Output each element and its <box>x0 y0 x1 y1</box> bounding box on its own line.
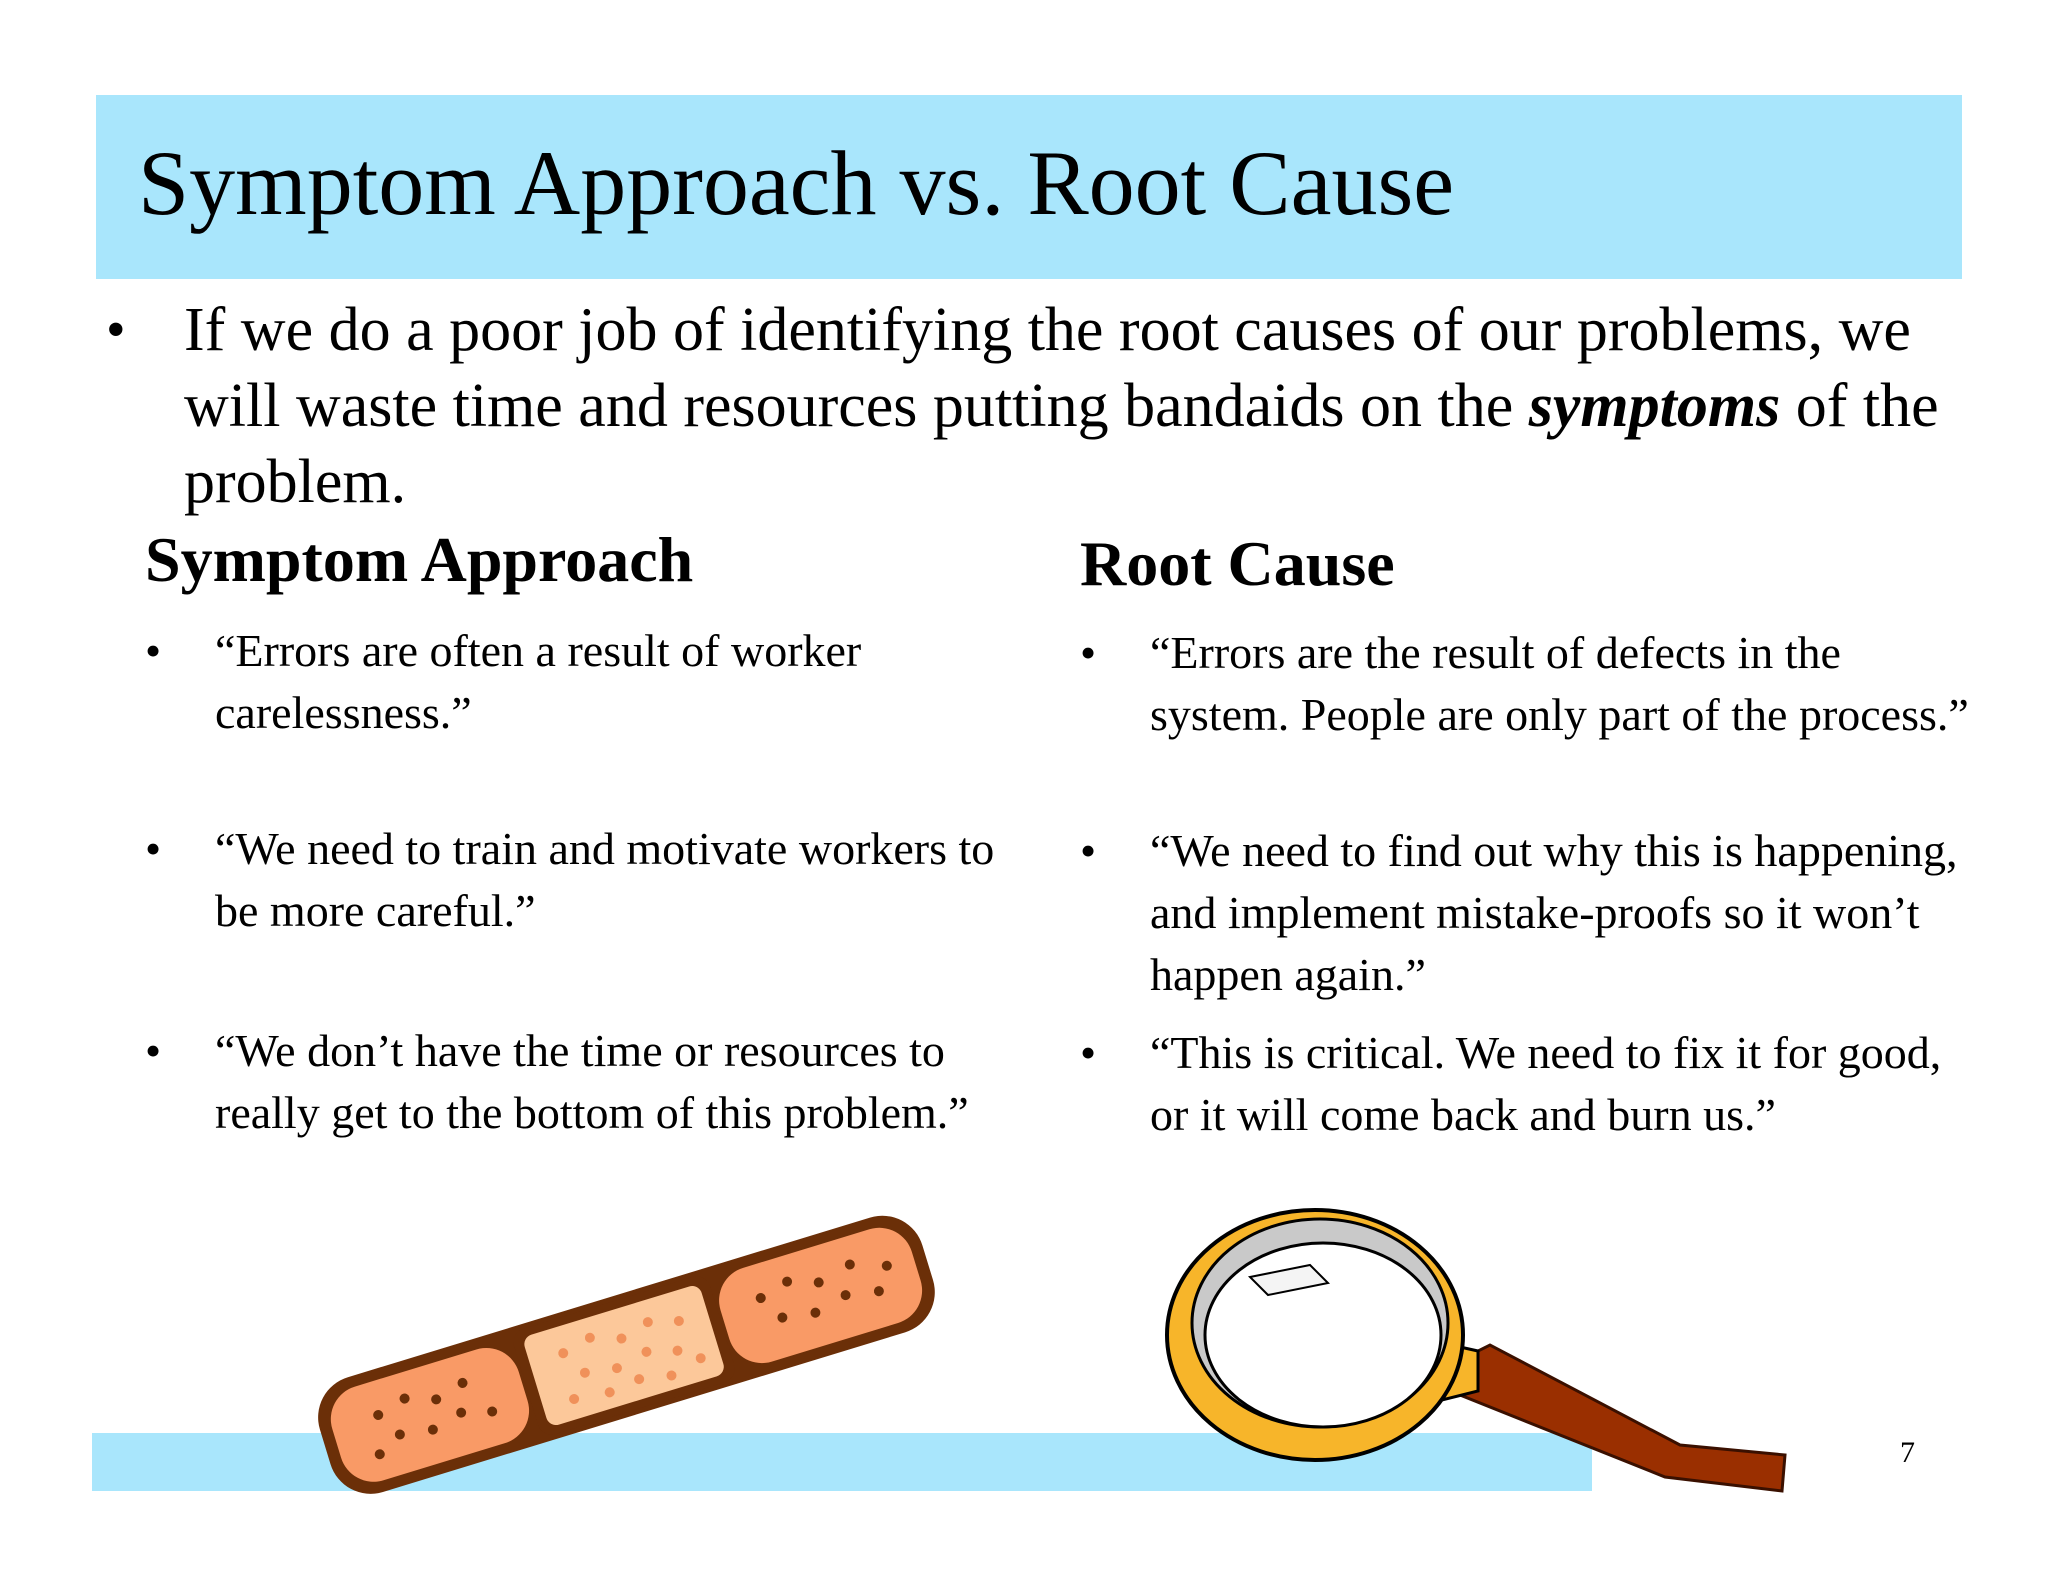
root-cause-heading: Root Cause <box>1080 528 1395 599</box>
root-cause-item-text: “We need to find out why this is happening, and implement mistake-proofs so it won’t happen again.” <box>1150 825 1958 1000</box>
bullet-marker: • <box>106 299 126 361</box>
slide-title: Symptom Approach vs. Root Cause <box>138 132 1455 234</box>
page-number: 7 <box>1900 1436 1915 1469</box>
symptom-item-text: “We need to train and motivate workers to be more careful.” <box>215 823 995 936</box>
intro-text <box>184 292 1964 520</box>
bullet-marker: • <box>1080 825 1097 876</box>
bullet-marker: • <box>1080 1027 1097 1078</box>
intro-text-after: of the problem. <box>184 372 1939 516</box>
root-cause-column <box>1080 520 1980 1140</box>
bullet-marker: • <box>145 823 162 874</box>
symptom-approach-column <box>145 520 1025 1138</box>
intro-text-before: If we do a poor job of identifying the root causes of our problems, we will waste time and resources putting bandaids on the <box>184 296 1911 440</box>
intro-emphasis: symptoms <box>1528 372 1781 440</box>
symptom-item-text: “We don’t have the time or resources to really get to the bottom of this problem.” <box>215 1025 969 1138</box>
title-bar <box>96 95 1962 279</box>
bullet-marker: • <box>145 625 162 676</box>
magnifying-glass-icon <box>1160 1195 1800 1505</box>
bullet-marker: • <box>1080 627 1097 678</box>
root-cause-item-text: “Errors are the result of defects in the system. People are only part of the process.” <box>1150 627 1969 740</box>
bullet-marker: • <box>145 1025 162 1076</box>
symptom-item-text: “Errors are often a result of worker carelessness.” <box>215 625 862 738</box>
bandage-icon <box>300 1200 950 1500</box>
symptom-approach-heading: Symptom Approach <box>145 524 694 595</box>
root-cause-item-text: “This is critical. We need to fix it for good, or it will come back and burn us.” <box>1150 1027 1942 1140</box>
